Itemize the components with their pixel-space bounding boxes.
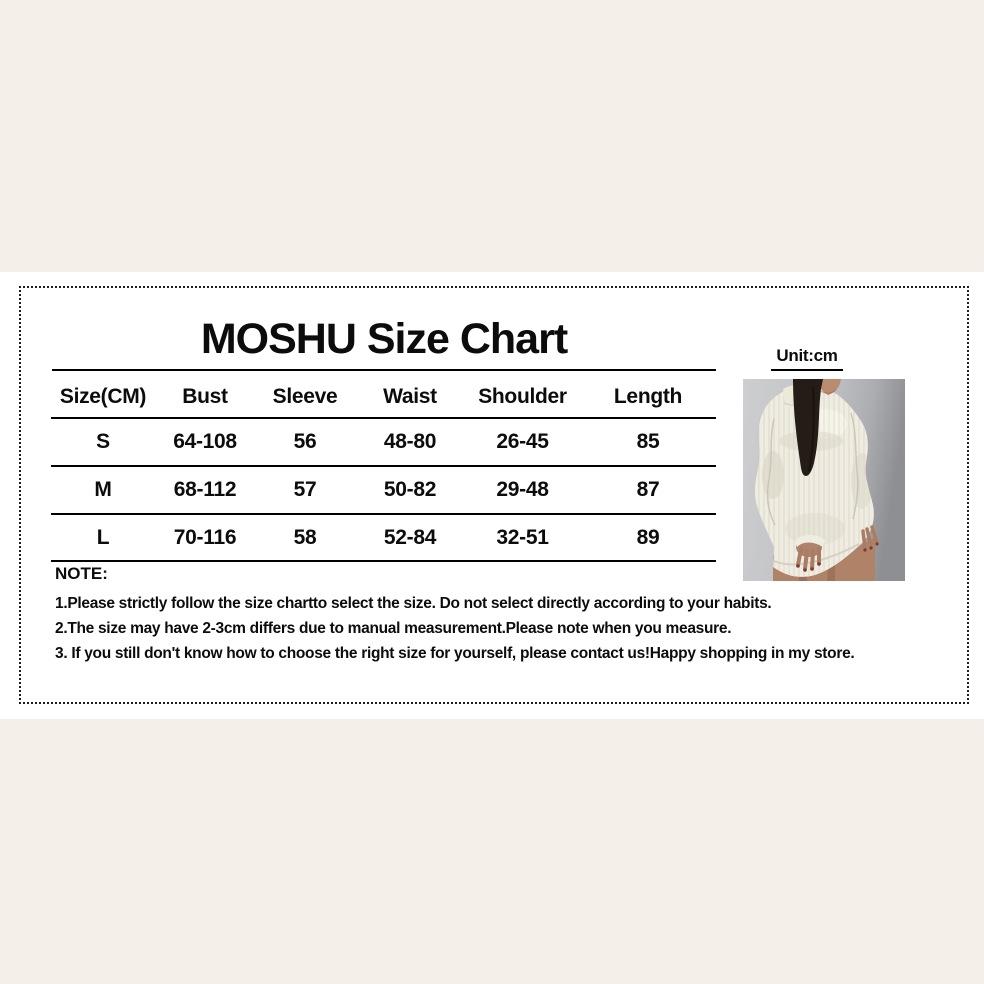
table-cell: S bbox=[96, 430, 110, 453]
table-cell: L bbox=[96, 525, 110, 549]
table-cell: 32-51 bbox=[496, 525, 549, 549]
unit-label: Unit:cm bbox=[771, 345, 843, 371]
table-cell: 26-45 bbox=[496, 430, 549, 453]
table-cell: 68-112 bbox=[173, 478, 237, 501]
page-title: MOSHU Size Chart bbox=[52, 313, 716, 371]
table-cell: 89 bbox=[636, 525, 660, 549]
column-header-bust: Bust bbox=[182, 385, 228, 408]
column-header-length: Length bbox=[613, 385, 683, 408]
column-header-size: Size(CM) bbox=[59, 385, 147, 408]
table-cell: 87 bbox=[636, 478, 660, 501]
size-table bbox=[51, 377, 716, 562]
table-row-s bbox=[51, 419, 716, 467]
table-cell: 64-108 bbox=[173, 430, 237, 453]
column-header-sleeve: Sleeve bbox=[272, 385, 338, 408]
product-photo-illustration bbox=[743, 379, 905, 581]
table-cell: 50-82 bbox=[383, 478, 437, 501]
table-row-m bbox=[51, 467, 716, 515]
table-cell: 29-48 bbox=[496, 478, 549, 501]
note-item-3: 3. If you still don't know how to choose the right size for yourself, please contact us!Happy shopping in my store. bbox=[55, 645, 855, 662]
table-cell: 58 bbox=[293, 525, 317, 549]
table-header-row bbox=[51, 377, 716, 419]
note-item-2: 2.The size may have 2-3cm differs due to manual measurement.Please note when you measure. bbox=[55, 620, 732, 637]
product-photo bbox=[743, 379, 905, 581]
table-cell: 56 bbox=[293, 430, 317, 453]
table-cell: 85 bbox=[636, 430, 660, 453]
note-heading: NOTE: bbox=[55, 564, 108, 583]
table-cell: 70-116 bbox=[173, 525, 237, 549]
note-item-1: 1.Please strictly follow the size chartto select the size. Do not select directly according to your habits. bbox=[55, 595, 772, 612]
table-cell: M bbox=[94, 478, 112, 501]
table-row-l bbox=[51, 515, 716, 562]
column-header-waist: Waist bbox=[383, 385, 437, 408]
table-cell: 57 bbox=[293, 478, 317, 501]
table-cell: 52-84 bbox=[383, 525, 437, 549]
table-cell: 48-80 bbox=[383, 430, 437, 453]
column-header-shoulder: Shoulder bbox=[478, 385, 567, 408]
